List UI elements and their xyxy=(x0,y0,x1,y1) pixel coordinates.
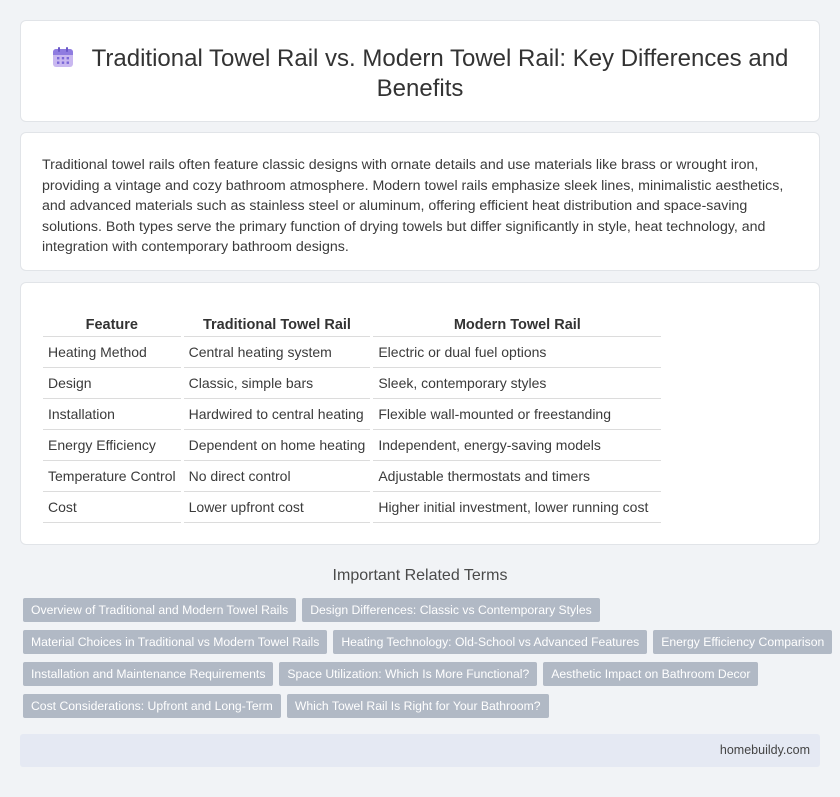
table-cell: Classic, simple bars xyxy=(184,368,371,399)
related-term-link[interactable]: Heating Technology: Old-School vs Advanced Features xyxy=(333,630,647,654)
page-title-block xyxy=(51,44,789,104)
table-cell: Design xyxy=(43,368,181,399)
related-terms-list xyxy=(23,598,823,726)
footer-site-link[interactable]: homebuildy.com xyxy=(719,743,810,757)
column-header-traditional: Traditional Towel Rail xyxy=(184,313,371,337)
related-term-link[interactable]: Design Differences: Classic vs Contemporary Styles xyxy=(302,598,600,622)
table-cell: Higher initial investment, lower running cost xyxy=(373,492,661,523)
related-term-link[interactable]: Cost Considerations: Upfront and Long-Term xyxy=(23,694,281,718)
related-term-link[interactable]: Overview of Traditional and Modern Towel Rails xyxy=(23,598,296,622)
table-row xyxy=(43,399,661,430)
table-cell: No direct control xyxy=(184,461,371,492)
table-cell: Temperature Control xyxy=(43,461,181,492)
calendar-icon xyxy=(52,46,74,68)
related-term-link[interactable]: Which Towel Rail Is Right for Your Bathroom? xyxy=(287,694,549,718)
table-row xyxy=(43,461,661,492)
table-cell: Central heating system xyxy=(184,337,371,368)
comparison-card xyxy=(20,282,820,545)
table-cell: Cost xyxy=(43,492,181,523)
table-cell: Hardwired to central heating xyxy=(184,399,371,430)
page-title: Traditional Towel Rail vs. Modern Towel Rail: Key Differences and Benefits xyxy=(91,45,789,102)
column-header-feature: Feature xyxy=(43,313,181,337)
related-term-link[interactable]: Aesthetic Impact on Bathroom Decor xyxy=(543,662,758,686)
comparison-table xyxy=(43,313,661,523)
table-row xyxy=(43,337,661,368)
related-term-link[interactable]: Energy Efficiency Comparison xyxy=(653,630,832,654)
intro-card xyxy=(20,132,820,271)
related-term-link[interactable]: Space Utilization: Which Is More Functional? xyxy=(279,662,537,686)
table-cell: Electric or dual fuel options xyxy=(373,337,661,368)
table-cell: Lower upfront cost xyxy=(184,492,371,523)
table-row xyxy=(43,430,661,461)
table-cell: Installation xyxy=(43,399,181,430)
table-cell: Sleek, contemporary styles xyxy=(373,368,661,399)
title-card xyxy=(20,20,820,122)
table-header-row xyxy=(43,313,661,337)
table-row xyxy=(43,492,661,523)
column-header-modern: Modern Towel Rail xyxy=(373,313,661,337)
table-row xyxy=(43,368,661,399)
table-cell: Heating Method xyxy=(43,337,181,368)
table-cell: Adjustable thermostats and timers xyxy=(373,461,661,492)
intro-paragraph: Traditional towel rails often feature classic designs with ornate details and use materials like brass or wrought iron, providing a vintage and cozy bathroom atmosphere. Modern towel rails emphasize sleek lines, minimalistic aesthetics, and advanced materials such as stainless steel or aluminum, offering efficient heat distribution and space-saving solutions. Both types serve the primary function of drying towels but differ significantly in style, heat technology, and integration with contemporary bathroom designs. xyxy=(42,157,784,256)
related-term-link[interactable]: Installation and Maintenance Requirements xyxy=(23,662,273,686)
footer xyxy=(20,734,820,767)
table-cell: Independent, energy-saving models xyxy=(373,430,661,461)
table-cell: Flexible wall-mounted or freestanding xyxy=(373,399,661,430)
related-terms-heading: Important Related Terms xyxy=(332,567,508,584)
related-term-link[interactable]: Material Choices in Traditional vs Modern Towel Rails xyxy=(23,630,327,654)
table-cell: Dependent on home heating xyxy=(184,430,371,461)
table-cell: Energy Efficiency xyxy=(43,430,181,461)
